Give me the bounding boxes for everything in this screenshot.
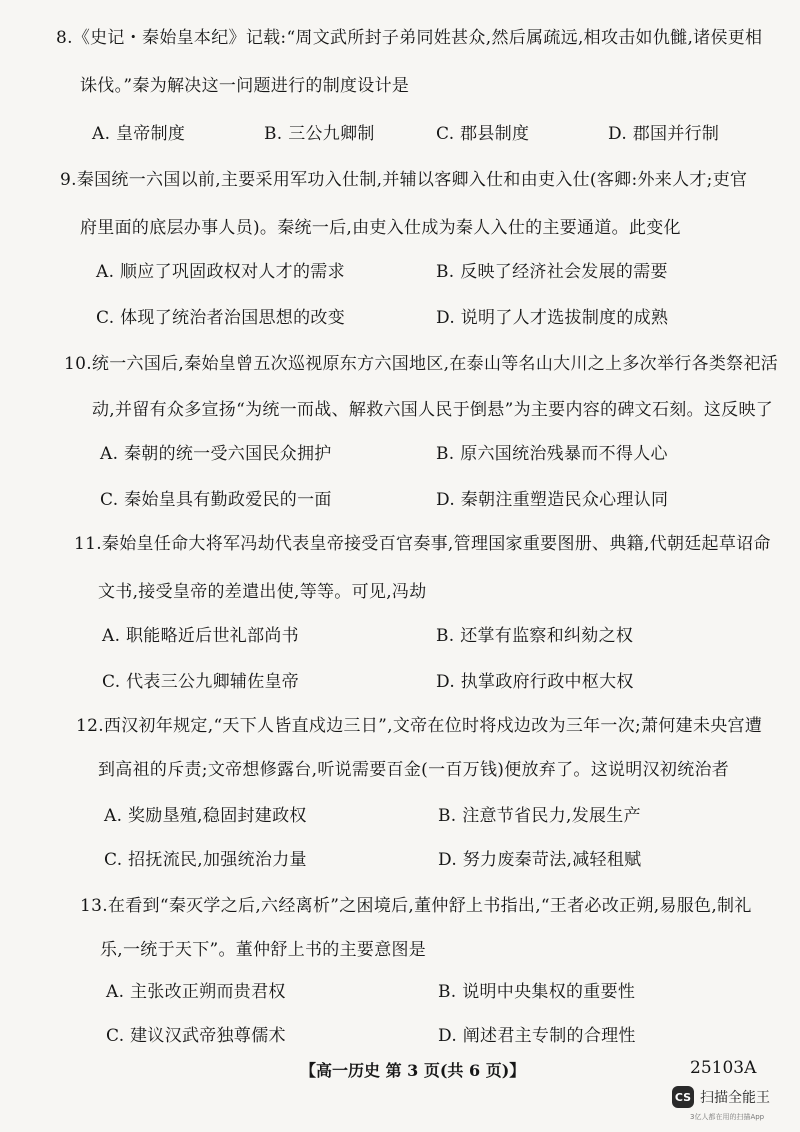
exam-code: 25103A [690, 1058, 757, 1078]
question-13-option-a: A. 主张改正朔而贵君权 [106, 982, 286, 1002]
question-8-option-b: B. 三公九卿制 [264, 124, 375, 144]
question-12-line-1: 12.西汉初年规定,“天下人皆直戍边三日”,文帝在位时将戍边改为三年一次;萧何建未央宫遭 [76, 716, 763, 736]
question-10-option-d: D. 秦朝注重塑造民众心理认同 [436, 490, 669, 510]
question-8-option-c: C. 郡县制度 [436, 124, 530, 144]
question-8-option-a: A. 皇帝制度 [92, 124, 186, 144]
question-13-option-b: B. 说明中央集权的重要性 [438, 982, 636, 1002]
question-12-option-d: D. 努力废秦苛法,减轻租赋 [438, 850, 642, 870]
question-10-line-1: 10.统一六国后,秦始皇曾五次巡视原东方六国地区,在泰山等名山大川之上多次举行各类祭祀活 [64, 354, 779, 374]
question-11-option-d: D. 执掌政府行政中枢大权 [436, 672, 634, 692]
scanner-badge [672, 1086, 770, 1108]
question-10-option-a: A. 秦朝的统一受六国民众拥护 [100, 444, 332, 464]
question-13-line-2: 乐,一统于天下”。董仲舒上书的主要意图是 [100, 940, 427, 960]
question-12-option-b: B. 注意节省民力,发展生产 [438, 806, 641, 826]
question-10-option-c: C. 秦始皇具有勤政爱民的一面 [100, 490, 332, 510]
question-9-option-a: A. 顺应了巩固政权对人才的需求 [96, 262, 345, 282]
question-11-line-1: 11.秦始皇任命大将军冯劫代表皇帝接受百官奏事,管理国家重要图册、典籍,代朝廷起草诏命 [74, 534, 771, 554]
question-12-option-c: C. 招抚流民,加强统治力量 [104, 850, 307, 870]
question-8-line-1: 8.《史记・秦始皇本纪》记载:“周文武所封子弟同姓甚众,然后属疏远,相攻击如仇雠,诸侯更相 [56, 28, 763, 48]
question-11-line-2: 文书,接受皇帝的差遣出使,等等。可见,冯劫 [98, 582, 427, 602]
question-12-option-a: A. 奖励垦殖,稳固封建政权 [104, 806, 307, 826]
question-13-option-c: C. 建议汉武帝独尊儒术 [106, 1026, 286, 1046]
question-8-line-2: 诛伐。”秦为解决这一问题进行的制度设计是 [80, 76, 410, 96]
scanner-tagline: 3亿人都在用的扫描App [690, 1113, 765, 1121]
question-9-line-1: 9.秦国统一六国以前,主要采用军功入仕制,并辅以客卿入仕和由吏入仕(客卿:外来人才;吏官 [60, 170, 748, 190]
question-13-option-d: D. 阐述君主专制的合理性 [438, 1026, 636, 1046]
camscanner-logo-icon: CS [672, 1086, 694, 1108]
question-11-option-b: B. 还掌有监察和纠劾之权 [436, 626, 634, 646]
question-9-line-2: 府里面的底层办事人员)。秦统一后,由吏入仕成为秦人入仕的主要通道。此变化 [80, 218, 681, 238]
question-11-option-c: C. 代表三公九卿辅佐皇帝 [102, 672, 300, 692]
question-8-option-d: D. 郡国并行制 [608, 124, 720, 144]
question-12-line-2: 到高祖的斥责;文帝想修露台,听说需要百金(一百万钱)便放弃了。这说明汉初统治者 [98, 760, 730, 780]
question-9-option-d: D. 说明了人才选拔制度的成熟 [436, 308, 669, 328]
question-10-option-b: B. 原六国统治残暴而不得人心 [436, 444, 668, 464]
scanner-app-name: 扫描全能王 [700, 1090, 770, 1106]
question-9-option-b: B. 反映了经济社会发展的需要 [436, 262, 668, 282]
question-13-line-1: 13.在看到“秦灭学之后,六经离析”之困境后,董仲舒上书指出,“王者必改正朔,易服色,制礼 [80, 896, 752, 916]
question-11-option-a: A. 职能略近后世礼部尚书 [102, 626, 299, 646]
page-footer: 【高一历史 第 3 页(共 6 页)】 [300, 1061, 526, 1080]
question-9-option-c: C. 体现了统治者治国思想的改变 [96, 308, 346, 328]
question-10-line-2: 动,并留有众多宣扬“为统一而战、解救六国人民于倒悬”为主要内容的碑文石刻。这反映了 [92, 400, 774, 420]
